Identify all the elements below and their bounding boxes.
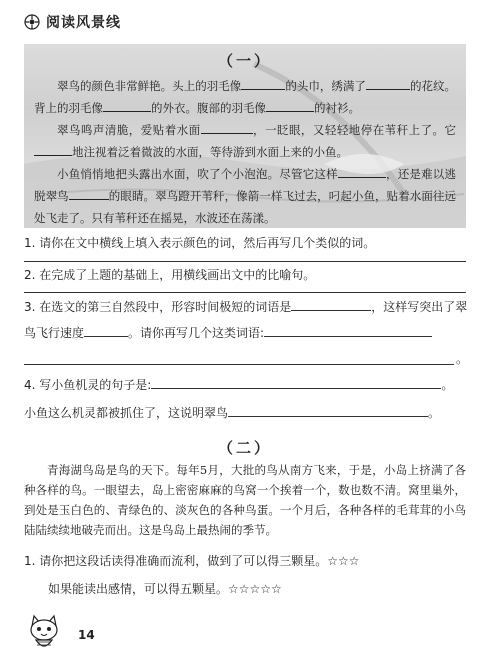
- question-1: 1. 请你在文中横线上填入表示颜色的词，然后再写几个类似的词。: [24, 236, 376, 250]
- passage-paragraph-1: 翠鸟的颜色非常鲜艳。头上的羽毛像 的头巾，绣满了 的花纹。背上的羽毛像 的外衣。腹部的羽毛像 的衬衫。: [34, 79, 457, 115]
- answer-blank[interactable]: [291, 298, 371, 311]
- answer-line[interactable]: [24, 261, 466, 262]
- fill-blank[interactable]: [103, 99, 151, 112]
- question-3-cont: 鸟飞行速度 。请你再写几个这类词语:: [24, 324, 432, 342]
- question-4-cont: 小鱼这么机灵都被抓住了，这说明翠鸟 。: [24, 406, 441, 420]
- question-2: 2. 在完成了上题的基础上，用横线画出文中的比喻句。: [24, 268, 316, 282]
- answer-line[interactable]: [24, 292, 466, 293]
- fill-blank[interactable]: [266, 99, 314, 112]
- answer-blank[interactable]: [151, 376, 441, 389]
- fill-blank[interactable]: [201, 121, 253, 134]
- passage-paragraph-3: 小鱼悄悄地把头露出水面，吹了个小泡泡。尽管它这样 ，还是难以逃脱翠鸟 的眼睛。翠鸟蹬开苇秆，像箭一样飞过去，叼起小鱼，贴着水面往远处飞走了。只有苇秆还在摇晃，水波还在荡漾。: [34, 167, 457, 225]
- passage-two-text: [24, 460, 466, 540]
- section-two-question-1: 1. 请你把这段话读得准确而流利，做到了可以得三颗星。☆☆☆: [24, 554, 360, 568]
- fill-blank[interactable]: [338, 165, 386, 178]
- cartoon-cat-icon: [24, 612, 64, 652]
- passage-one-box: [24, 44, 466, 228]
- page-number: 14: [78, 628, 95, 642]
- question-4: 4. 写小鱼机灵的句子是: 。: [24, 378, 454, 392]
- question-3: 3. 在选文的第三自然段中，形容时间极短的词语是 ，这样写突出了翠: [24, 300, 468, 314]
- section-one-title: （一）: [217, 52, 272, 70]
- period-mark: 。: [456, 352, 469, 366]
- flower-icon: [24, 14, 40, 30]
- section-two-title: （二）: [217, 439, 272, 457]
- answer-line[interactable]: [24, 364, 454, 365]
- answer-blank[interactable]: [228, 404, 428, 417]
- passage-two-paragraph: 青海湖鸟岛是鸟的天下。每年5月，大批的鸟从南方飞来，于是，小岛上挤满了各种各样的鸟。一眼望去，岛上密密麻麻的鸟窝一个挨着一个，数也数不清。窝里巢外，到处是玉白色的、青绿色的、淡灰色的各种鸟蛋。一个月后，各种各样的毛茸茸的小鸟陆陆续续地破壳而出。这是鸟岛上最热闹的季节。: [24, 463, 466, 537]
- answer-blank[interactable]: [84, 324, 128, 337]
- fill-blank[interactable]: [69, 187, 109, 200]
- fill-blank[interactable]: [241, 77, 285, 90]
- section-header: [24, 12, 121, 32]
- fill-blank[interactable]: [366, 77, 410, 90]
- answer-blank[interactable]: [264, 324, 432, 337]
- passage-paragraph-2: 翠鸟鸣声清脆，爱贴着水面 ，一眨眼，又轻轻地停在苇秆上了。它地注视着泛着微波的水面，等待游到水面上来的小鱼。: [34, 119, 456, 163]
- header-title: 阅读风景线: [46, 15, 121, 31]
- section-two-question-1b: 如果能读出感情，可以得五颗星。☆☆☆☆☆: [48, 582, 282, 596]
- fill-blank[interactable]: [34, 143, 72, 156]
- passage-one-text: [34, 75, 456, 228]
